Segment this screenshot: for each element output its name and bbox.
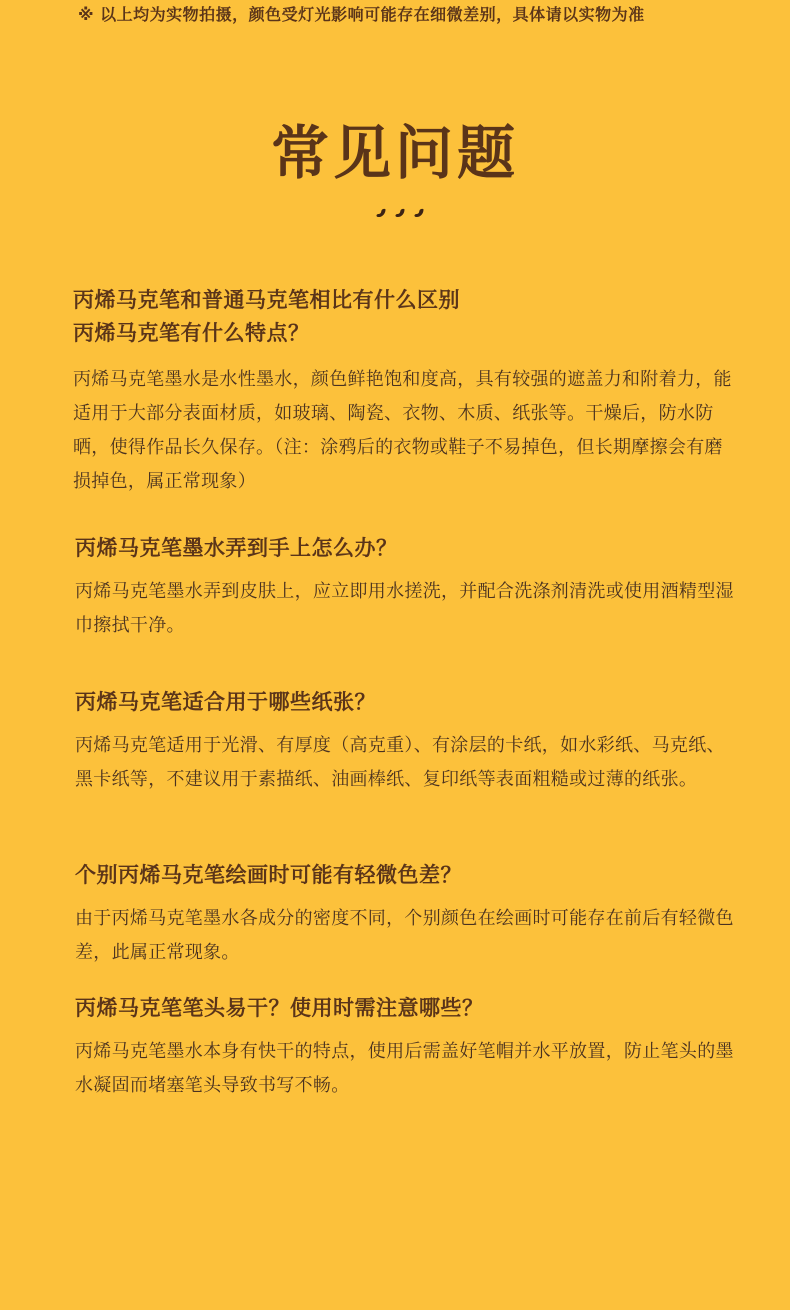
faq-item: [75, 532, 740, 643]
faq-question: 丙烯马克笔和普通马克笔相比有什么区别: [73, 288, 460, 312]
faq-question: 丙烯马克笔适合用于哪些纸张？: [75, 690, 376, 714]
faq-answer: 由于丙烯马克笔墨水各成分的密度不同，个别颜色在绘画时可能存在前后有轻微色差，此属正常现象。: [75, 908, 734, 963]
faq-answer: 丙烯马克笔墨水弄到皮肤上，应立即用水搓洗，并配合洗涤剂清洗或使用酒精型湿巾擦拭干净。: [75, 581, 734, 636]
swirl-dot-icon: [394, 206, 407, 219]
faq-item: [75, 686, 740, 797]
swirl-dots-icon: [375, 206, 435, 222]
swirl-dot-icon: [413, 206, 426, 219]
page-title: 常见问题: [270, 119, 519, 187]
disclaimer-notice: ※ 以上均为实物拍摄，颜色受灯光影响可能存在细微差别，具体请以实物为准: [78, 5, 645, 24]
faq-answer: 丙烯马克笔墨水本身有快干的特点，使用后需盖好笔帽并水平放置，防止笔头的墨水凝固而堵塞笔头导致书写不畅。: [75, 1041, 734, 1096]
faq-item: [75, 992, 740, 1103]
swirl-dot-icon: [375, 206, 388, 219]
faq-answer: 丙烯马克笔墨水是水性墨水，颜色鲜艳饱和度高，具有较强的遮盖力和附着力，能适用于大部分表面材质，如玻璃、陶瓷、衣物、木质、纸张等。干燥后，防水防晒，使得作品长久保存。（注：涂鸦后的衣物或鞋子不易掉色，但长期摩擦会有磨损掉色，属正常现象）: [73, 369, 732, 492]
faq-question: 丙烯马克笔墨水弄到手上怎么办？: [75, 536, 398, 560]
faq-item: [73, 284, 738, 499]
faq-question: 个别丙烯马克笔绘画时可能有轻微色差？: [75, 863, 462, 887]
faq-item: [75, 859, 740, 970]
faq-question: 丙烯马克笔笔头易干？使用时需注意哪些？: [75, 996, 484, 1020]
faq-question: 丙烯马克笔有什么特点？: [73, 321, 310, 345]
faq-answer: 丙烯马克笔适用于光滑、有厚度（高克重）、有涂层的卡纸，如水彩纸、马克纸、黑卡纸等，不建议用于素描纸、油画棒纸、复印纸等表面粗糙或过薄的纸张。: [75, 735, 725, 790]
